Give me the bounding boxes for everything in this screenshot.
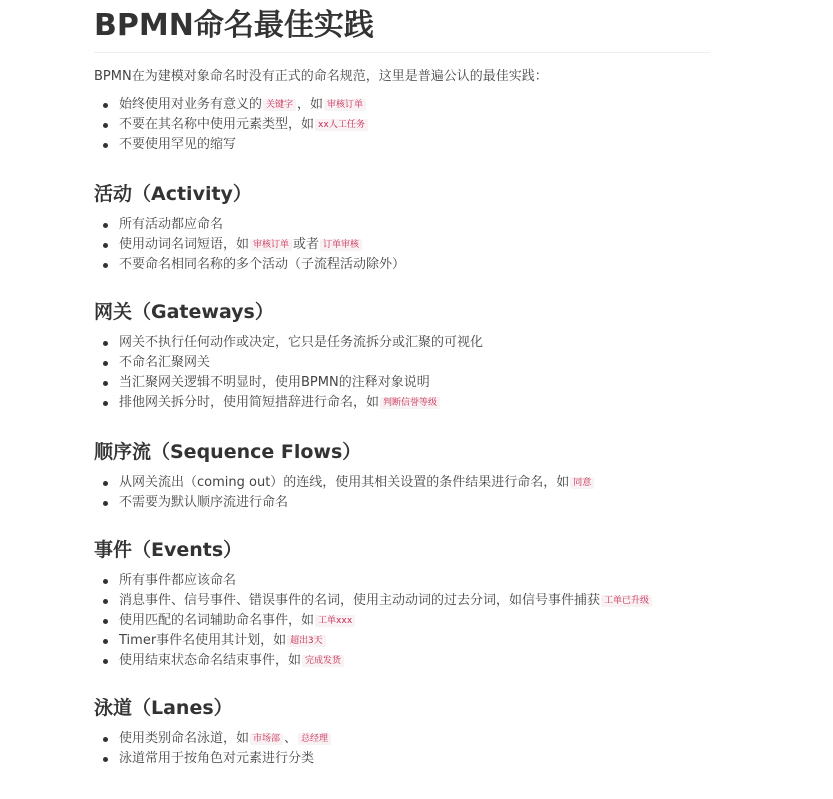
item-text: 所有事件都应该命名 (119, 573, 237, 588)
inline-code: 关键字 (263, 99, 296, 111)
list-item (119, 135, 710, 155)
item-text: 、 (284, 731, 298, 746)
page-title: BPMN命名最佳实践 (94, 0, 710, 53)
list-item (119, 333, 710, 353)
list-item (119, 611, 710, 631)
item-text: 使用匹配的名词辅助命名事件，如 (119, 613, 315, 628)
list-item (119, 591, 710, 611)
item-text: 不命名汇聚网关 (119, 355, 211, 370)
inline-code: 市场部 (250, 733, 283, 745)
item-text: ，如 (297, 97, 324, 112)
inline-code: 判断信誉等级 (380, 397, 440, 409)
list-item (119, 373, 710, 393)
inline-code: 总经理 (298, 733, 331, 745)
item-text: 不要在其名称中使用元素类型，如 (119, 117, 315, 132)
article (94, 0, 710, 769)
list-item (119, 631, 710, 651)
item-text: 或者 (293, 237, 320, 252)
section-heading-events: 事件（Events） (94, 539, 243, 561)
item-text: 泳道常用于按角色对元素进行分类 (119, 751, 315, 766)
inline-code: 订单审核 (320, 239, 362, 251)
inline-code: 超出3天 (287, 635, 325, 647)
lanes-list (94, 729, 710, 769)
list-item (119, 353, 710, 373)
list-item (119, 749, 710, 769)
item-text: 不要使用罕见的缩写 (119, 137, 237, 152)
list-item (119, 651, 710, 671)
list-item (119, 235, 710, 255)
intro-paragraph: BPMN在为建模对象命名时没有正式的命名规范，这里是普遍公认的最佳实践： (94, 69, 548, 84)
general-list (94, 95, 710, 155)
events-list (94, 571, 710, 671)
item-text: Timer事件名使用其计划，如 (119, 633, 287, 648)
inline-code: xx人工任务 (315, 119, 368, 131)
list-item (119, 95, 710, 115)
flows-list (94, 473, 710, 513)
item-text: 从网关流出（coming out）的连线，使用其相关设置的条件结果进行命名，如 (119, 475, 570, 490)
inline-code: 工单xxx (315, 615, 355, 627)
gateways-list (94, 333, 710, 413)
inline-code: 工单已升级 (601, 595, 652, 607)
item-text: 网关不执行任何动作或决定，它只是任务流拆分或汇聚的可视化 (119, 335, 484, 350)
list-item (119, 473, 710, 493)
list-item (119, 115, 710, 135)
list-item (119, 393, 710, 413)
section-heading-lanes: 泳道（Lanes） (94, 697, 233, 719)
list-item (119, 215, 710, 235)
inline-code: 完成发货 (302, 655, 344, 667)
inline-code: 审核订单 (324, 99, 366, 111)
section-heading-activity: 活动（Activity） (94, 183, 252, 205)
item-text: 使用动词名词短语，如 (119, 237, 250, 252)
list-item (119, 571, 710, 591)
list-item (119, 255, 710, 275)
list-item (119, 493, 710, 513)
inline-code: 同意 (570, 477, 594, 489)
activity-list (94, 215, 710, 275)
section-heading-sequence-flows: 顺序流（Sequence Flows） (94, 441, 362, 463)
list-item (119, 729, 710, 749)
inline-code: 审核订单 (250, 239, 292, 251)
item-text: 使用类别命名泳道，如 (119, 731, 250, 746)
item-text: 不需要为默认顺序流进行命名 (119, 495, 289, 510)
item-text: 使用结束状态命名结束事件，如 (119, 653, 302, 668)
section-heading-gateways: 网关（Gateways） (94, 301, 274, 323)
item-text: 不要命名相同名称的多个活动（子流程活动除外） (119, 257, 406, 272)
item-text: 消息事件、信号事件、错误事件的名词，使用主动动词的过去分词，如信号事件捕获 (119, 593, 601, 608)
item-text: 始终使用对业务有意义的 (119, 97, 263, 112)
item-text: 所有活动都应命名 (119, 217, 224, 232)
item-text: 排他网关拆分时，使用简短措辞进行命名，如 (119, 395, 380, 410)
item-text: 当汇聚网关逻辑不明显时，使用BPMN的注释对象说明 (119, 375, 430, 390)
